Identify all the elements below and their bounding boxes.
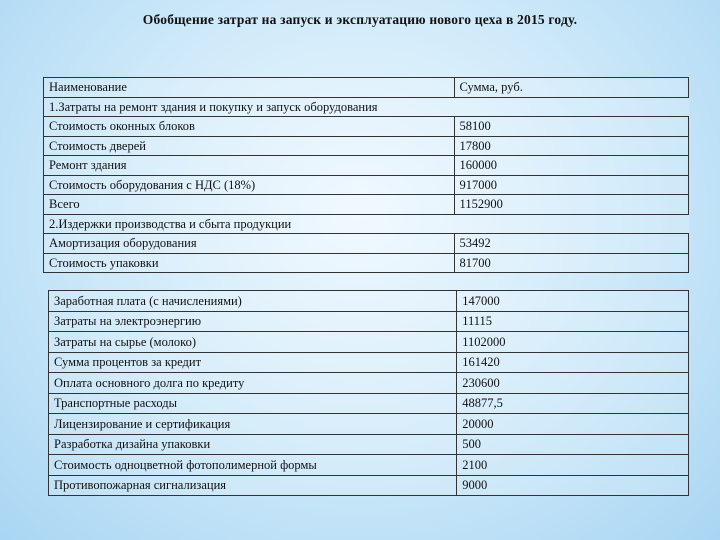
- row-sum: 2100: [457, 455, 689, 476]
- row-sum: 48877,5: [457, 393, 689, 414]
- row-name: Стоимость упаковки: [44, 253, 455, 273]
- row-name: Оплата основного долга по кредиту: [49, 373, 457, 394]
- row-sum: 230600: [457, 373, 689, 394]
- row-name: Стоимость одноцветной фотополимерной формы: [49, 455, 457, 476]
- header-name: Наименование: [44, 78, 455, 98]
- row-name: Ремонт здания: [44, 156, 455, 176]
- table-row: [49, 352, 689, 373]
- table-row: [49, 475, 689, 496]
- row-sum: 1152900: [454, 195, 688, 215]
- row-sum: 9000: [457, 475, 689, 496]
- row-name: Транспортные расходы: [49, 393, 457, 414]
- row-sum: 17800: [454, 136, 688, 156]
- table-row: [44, 117, 689, 137]
- table-row: [44, 195, 689, 215]
- cost-table-part-1: [43, 77, 689, 273]
- row-name: Стоимость дверей: [44, 136, 455, 156]
- row-name: Лицензирование и сертификация: [49, 414, 457, 435]
- table-row: [44, 234, 689, 254]
- row-sum: 20000: [457, 414, 689, 435]
- page-title: Обобщение затрат на запуск и эксплуатацию нового цеха в 2015 году.: [142, 12, 578, 27]
- row-sum: 160000: [454, 156, 688, 176]
- header-sum: Сумма, руб.: [454, 78, 688, 98]
- table-row: [44, 253, 689, 273]
- table-row: [49, 291, 689, 312]
- table-header-row: [44, 78, 689, 98]
- row-sum: 147000: [457, 291, 689, 312]
- row-name: Стоимость оборудования с НДС (18%): [44, 175, 455, 195]
- table-row: [49, 373, 689, 394]
- row-sum: 58100: [454, 117, 688, 137]
- row-sum: 53492: [454, 234, 688, 254]
- row-name: Затраты на сырье (молоко): [49, 332, 457, 353]
- row-sum: 1102000: [457, 332, 689, 353]
- row-name: Сумма процентов за кредит: [49, 352, 457, 373]
- row-sum: 81700: [454, 253, 688, 273]
- section-row: [44, 97, 689, 117]
- table-row: [44, 175, 689, 195]
- section-title: 1.Затраты на ремонт здания и покупку и запуск оборудования: [44, 97, 689, 117]
- row-sum: 917000: [454, 175, 688, 195]
- row-sum: 161420: [457, 352, 689, 373]
- row-sum: 500: [457, 434, 689, 455]
- section-title: 2.Издержки производства и сбыта продукции: [44, 214, 689, 234]
- row-name: Всего: [44, 195, 455, 215]
- table-row: [49, 434, 689, 455]
- row-name: Стоимость оконных блоков: [44, 117, 455, 137]
- table-row: [49, 414, 689, 435]
- table-row: [44, 156, 689, 176]
- row-name: Разработка дизайна упаковки: [49, 434, 457, 455]
- section-row: [44, 214, 689, 234]
- table-row: [49, 332, 689, 353]
- row-name: Затраты на электроэнергию: [49, 311, 457, 332]
- table-row: [49, 455, 689, 476]
- cost-table-part-2: [48, 290, 689, 496]
- row-name: Амортизация оборудования: [44, 234, 455, 254]
- table-row: [49, 393, 689, 414]
- table-row: [49, 311, 689, 332]
- row-sum: 11115: [457, 311, 689, 332]
- table-row: [44, 136, 689, 156]
- row-name: Заработная плата (с начислениями): [49, 291, 457, 312]
- row-name: Противопожарная сигнализация: [49, 475, 457, 496]
